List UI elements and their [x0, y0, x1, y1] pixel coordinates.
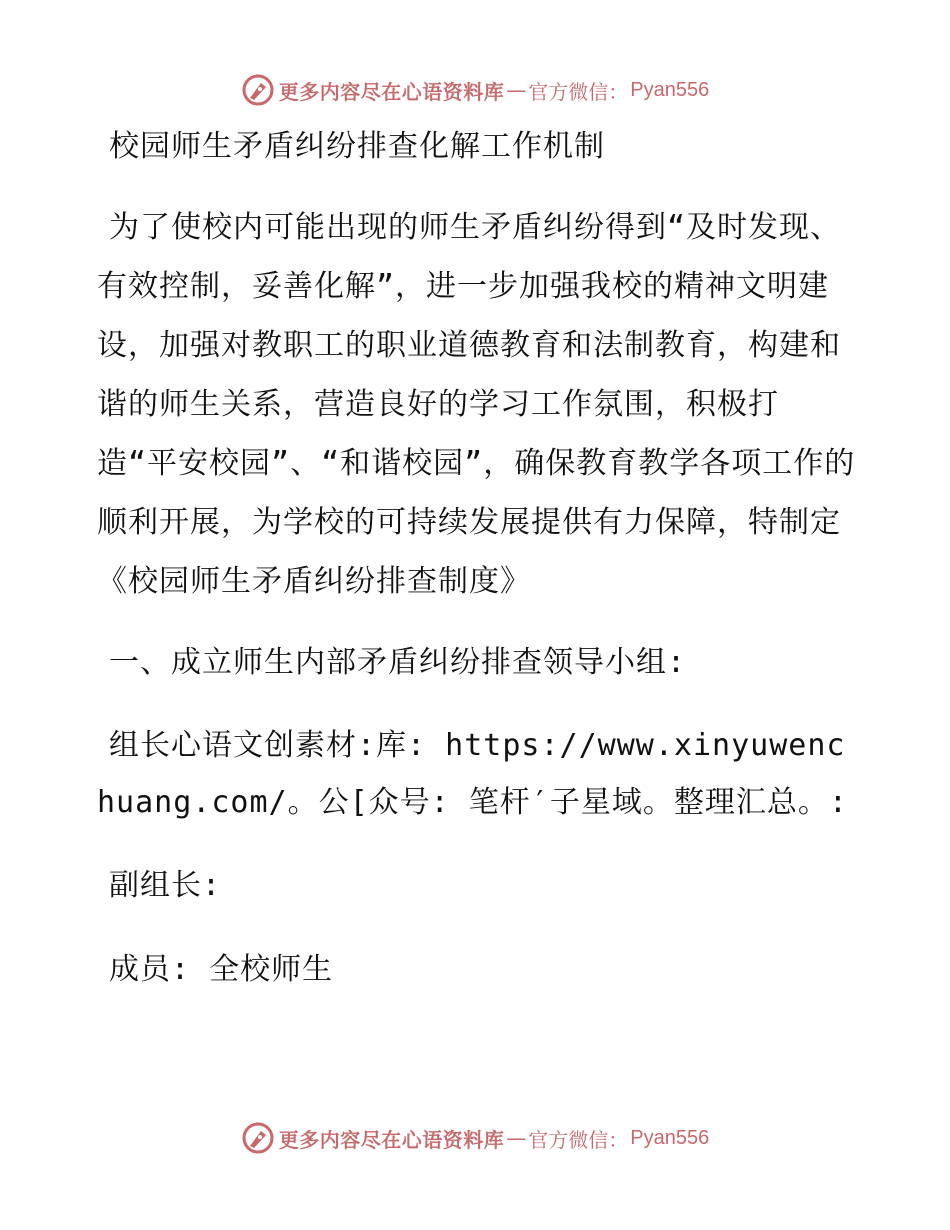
banner-wechat-label: 官方微信： — [528, 79, 629, 104]
banner-wechat-label: 官方微信： — [528, 1127, 629, 1152]
banner-text: 更多内容尽在心语资料库 — [278, 1127, 505, 1152]
banner-dash: — — [506, 1126, 527, 1150]
banner-dash: — — [506, 78, 527, 102]
members-line: 成员: 全校师生 — [109, 952, 334, 987]
footer-watermark-banner — [0, 1118, 950, 1158]
document-body — [97, 122, 857, 1024]
banner-wechat-id: Pyan556 — [630, 1126, 710, 1149]
section-heading: 一、成立师生内部矛盾纠纷排查领导小组: — [109, 645, 687, 680]
pen-nib-logo-icon — [241, 1121, 275, 1155]
pen-nib-logo-icon — [241, 73, 275, 107]
leader-line: 组长心语文创素材:库: https://www.xinyuwenchuang.com/。公[众号: 笔杆′子星域。整理汇总。: — [97, 728, 848, 820]
deputy-leader-line: 副组长: — [109, 868, 222, 903]
banner-wechat-id: Pyan556 — [630, 78, 710, 101]
header-watermark-banner — [0, 70, 950, 110]
banner-text: 更多内容尽在心语资料库 — [278, 79, 505, 104]
intro-paragraph: 为了使校内可能出现的师生矛盾纠纷得到“及时发现、有效控制，妥善化解”，进一步加强我校的精神文明建设，加强对教职工的职业道德教育和法制教育，构建和谐的师生关系，营造良好的学习工作氛围，积极打造“平安校园”、“和谐校园”，确保教育教学各项工作的顺利开展，为学校的可持续发展提供有力保障，特制定《校园师生矛盾纠纷排查制度》 — [97, 210, 856, 599]
document-title: 校园师生矛盾纠纷排查化解工作机制 — [109, 129, 605, 164]
